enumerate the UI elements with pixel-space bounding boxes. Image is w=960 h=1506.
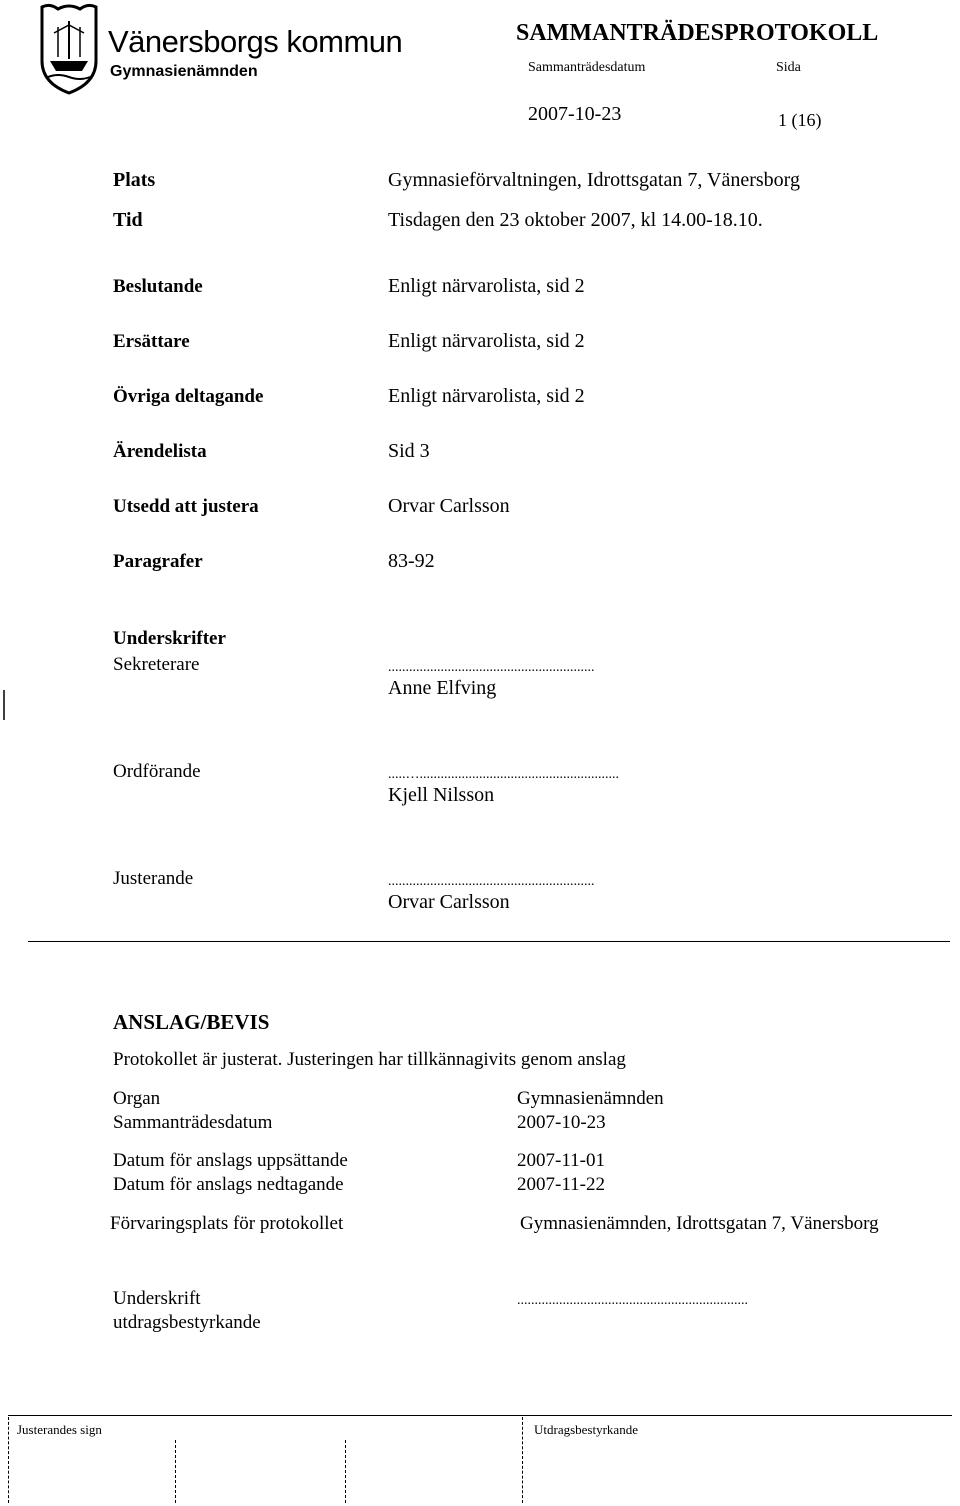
dept-name: Gymnasienämnden (110, 63, 258, 80)
signature-name: Anne Elfving (388, 677, 497, 699)
page-value: 1 (16) (778, 110, 822, 130)
footer-label-utdragsbestyrkande: Utdragsbestyrkande (534, 1422, 638, 1437)
org-name: Vänersborgs kommun (108, 24, 403, 59)
notice-statement: Protokollet är justerat. Justeringen har tillkännagivits genom anslag (113, 1049, 626, 1070)
signature-name: Orvar Carlsson (388, 891, 510, 913)
place-label: Plats (113, 169, 156, 191)
signature-role: Sekreterare (113, 654, 200, 675)
section-divider (28, 941, 950, 942)
date-value: 2007-10-23 (528, 103, 622, 125)
row-label-beslutande: Beslutande (113, 276, 203, 297)
signature-line: ........................................................... (388, 660, 595, 675)
row-label-arendelista: Ärendelista (113, 441, 207, 462)
row-value-ersattare: Enligt närvarolista, sid 2 (388, 330, 585, 352)
notice-row-value: 2007-11-01 (517, 1150, 605, 1171)
notice-row-value: 2007-10-23 (517, 1112, 606, 1133)
notice-row-label: Datum för anslags uppsättande (113, 1150, 348, 1171)
notice-row-label: Förvaringsplats för protokollet (110, 1213, 344, 1234)
footer-box-divider (175, 1440, 176, 1503)
signature-role: Justerande (113, 868, 194, 889)
row-label-ersattare: Ersättare (113, 331, 190, 352)
footer-box-divider (8, 1417, 9, 1503)
notice-signature-line: .................................................................. (517, 1293, 748, 1308)
notice-row-value: 2007-11-22 (517, 1174, 605, 1195)
notice-row-label: Sammanträdesdatum (113, 1112, 273, 1133)
row-value-arendelista: Sid 3 (388, 440, 430, 462)
signature-role: Ordförande (113, 761, 201, 782)
notice-row-label: Organ (113, 1088, 161, 1109)
row-value-justera: Orvar Carlsson (388, 495, 510, 517)
notice-signature-label: utdragsbestyrkande (113, 1312, 261, 1333)
time-label: Tid (113, 209, 143, 231)
row-label-justera: Utsedd att justera (113, 496, 259, 517)
footer-box-divider (345, 1440, 346, 1503)
doc-title: SAMMANTRÄDESPROTOKOLL (516, 20, 879, 46)
time-value: Tisdagen den 23 oktober 2007, kl 14.00-18.10. (388, 209, 763, 231)
place-value: Gymnasieförvaltningen, Idrottsgatan 7, Vänersborg (388, 169, 800, 191)
signatures-heading: Underskrifter (113, 628, 226, 649)
notice-row-value: Gymnasienämnden (517, 1088, 664, 1109)
municipal-crest-icon (36, 3, 102, 95)
notice-signature-label: Underskrift (113, 1288, 201, 1309)
footer-label-justerandes-sign: Justerandes sign (17, 1422, 102, 1437)
date-label: Sammanträdesdatum (528, 60, 646, 75)
row-value-beslutande: Enligt närvarolista, sid 2 (388, 275, 585, 297)
signature-name: Kjell Nilsson (388, 784, 495, 806)
row-label-paragrafer: Paragrafer (113, 551, 203, 572)
signature-line: .....…......................................................... (388, 767, 619, 782)
footer-box-divider (522, 1417, 523, 1503)
notice-heading: ANSLAG/BEVIS (113, 1010, 270, 1034)
notice-row-value: Gymnasienämnden, Idrottsgatan 7, Vänersborg (520, 1213, 879, 1234)
page-edge-mark (0, 690, 8, 720)
signature-line: ........................................................... (388, 874, 595, 889)
page-label: Sida (776, 60, 801, 75)
row-label-ovriga: Övriga deltagande (113, 386, 264, 407)
row-value-paragrafer: 83-92 (388, 550, 435, 572)
notice-row-label: Datum för anslags nedtagande (113, 1174, 344, 1195)
row-value-ovriga: Enligt närvarolista, sid 2 (388, 385, 585, 407)
footer-rule (8, 1415, 952, 1416)
